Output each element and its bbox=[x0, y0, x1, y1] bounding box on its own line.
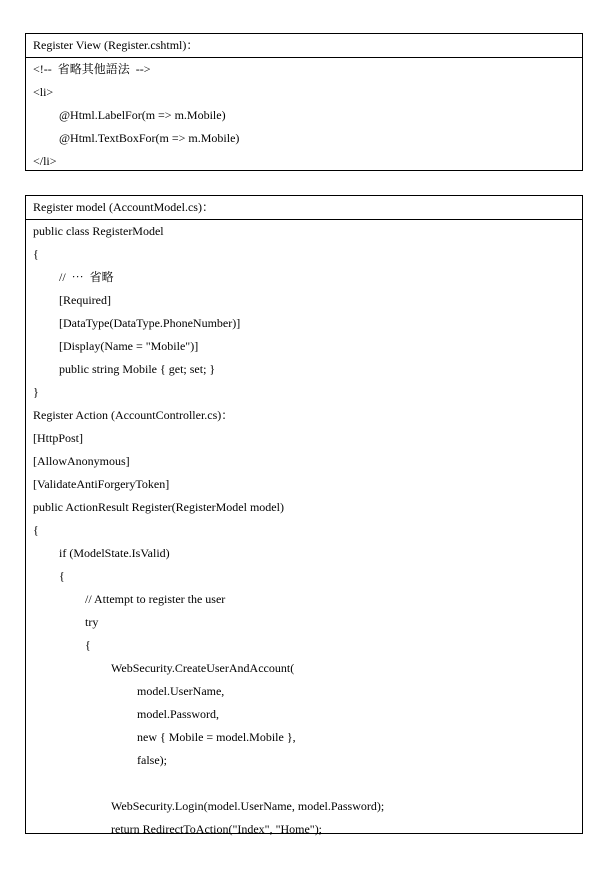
code-line: } bbox=[33, 385, 39, 399]
code-line: [Required] bbox=[59, 293, 111, 307]
code-line: model.Password, bbox=[137, 707, 219, 721]
code-line: [Display(Name = "Mobile")] bbox=[59, 339, 199, 353]
code-line: <li> bbox=[33, 85, 54, 99]
code-line: if (ModelState.IsValid) bbox=[59, 546, 170, 560]
code-line: { bbox=[59, 569, 65, 583]
code-line: <!-- 省略其他語法 --> bbox=[33, 62, 151, 76]
code-line: public ActionResult Register(RegisterModel model) bbox=[33, 500, 284, 514]
code-line: public class RegisterModel bbox=[33, 224, 164, 238]
register-view-header: Register View (Register.cshtml)： bbox=[26, 34, 582, 58]
code-line: </li> bbox=[33, 154, 57, 168]
code-line: @Html.TextBoxFor(m => m.Mobile) bbox=[59, 131, 240, 145]
code-line: WebSecurity.CreateUserAndAccount( bbox=[111, 661, 295, 675]
code-line: [HttpPost] bbox=[33, 431, 84, 445]
register-model-header: Register model (AccountModel.cs)： bbox=[26, 196, 582, 220]
code-line: model.UserName, bbox=[137, 684, 225, 698]
register-action-title: Register Action (AccountController.cs)： bbox=[33, 408, 234, 422]
code-line: new { Mobile = model.Mobile }, bbox=[137, 730, 296, 744]
code-line: // ⋯ 省略 bbox=[59, 270, 114, 284]
register-model-code-box bbox=[25, 195, 583, 834]
code-line: { bbox=[85, 638, 91, 652]
code-line: [ValidateAntiForgeryToken] bbox=[33, 477, 170, 491]
register-view-code-box bbox=[25, 33, 583, 171]
code-line: @Html.LabelFor(m => m.Mobile) bbox=[59, 108, 226, 122]
code-line: [DataType(DataType.PhoneNumber)] bbox=[59, 316, 241, 330]
code-line: { bbox=[33, 523, 39, 537]
code-line: { bbox=[33, 247, 39, 261]
code-line: // Attempt to register the user bbox=[85, 592, 226, 606]
code-line: false); bbox=[137, 753, 167, 767]
code-line: WebSecurity.Login(model.UserName, model.Password); bbox=[111, 799, 385, 813]
code-line: public string Mobile { get; set; } bbox=[59, 362, 216, 376]
code-line: [AllowAnonymous] bbox=[33, 454, 130, 468]
code-line: return RedirectToAction("Index", "Home"); bbox=[111, 822, 323, 836]
blank-line bbox=[26, 772, 582, 795]
code-line: try bbox=[85, 615, 99, 629]
